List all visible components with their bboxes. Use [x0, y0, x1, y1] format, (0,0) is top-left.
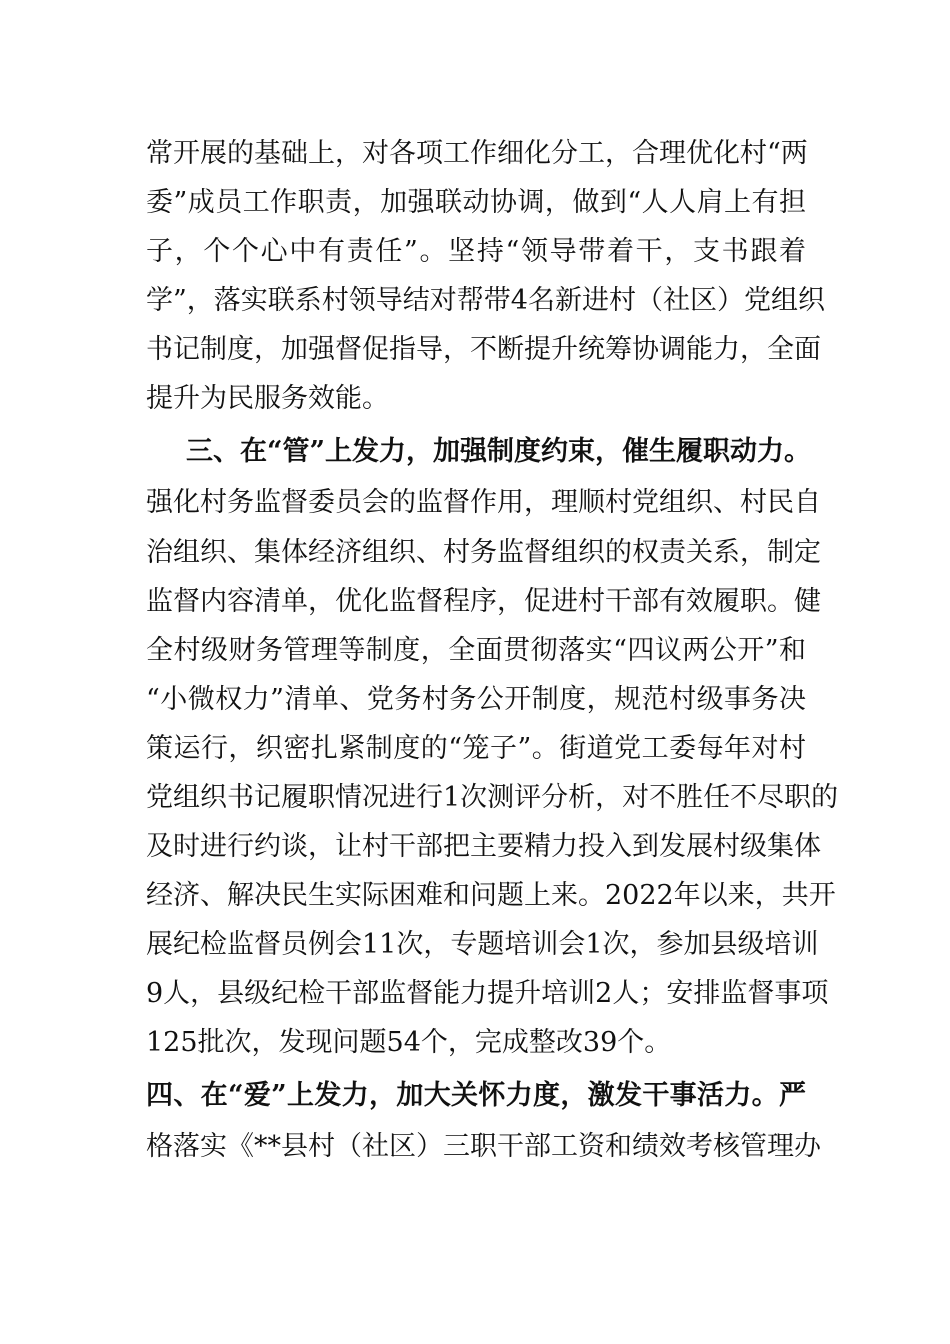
body-text-line: 子，个个心中有责任”。坚持“领导带着干，支书跟着 — [146, 236, 806, 267]
body-text-line: 全村级财务管理等制度，全面贯彻落实“四议两公开”和 — [146, 635, 806, 666]
body-text-line: 及时进行约谈，让村干部把主要精力投入到发展村级集体 — [146, 831, 821, 862]
body-text-line: 强化村务监督委员会的监督作用，理顺村党组织、村民自 — [146, 487, 821, 518]
body-text-line: “小微权力”清单、党务村务公开制度，规范村级事务决 — [146, 684, 806, 715]
body-text-line: 策运行，织密扎紧制度的“笼子”。街道党工委每年对村 — [146, 733, 806, 764]
body-text-line: 治组织、集体经济组织、村务监督组织的权责关系，制定 — [146, 537, 821, 568]
body-text-line: 格落实《**县村（社区）三职干部工资和绩效考核管理办 — [146, 1131, 821, 1162]
body-text-line: 9人，县级纪检干部监督能力提升培训2人；安排监督事项 — [146, 978, 829, 1009]
body-text-line: 监督内容清单，优化监督程序，促进村干部有效履职。健 — [146, 586, 821, 617]
body-text-line: 展纪检监督员例会11次，专题培训会1次，参加县级培训 — [146, 929, 819, 960]
body-text-line: 党组织书记履职情况进行1次测评分析，对不胜任不尽职的 — [146, 782, 839, 813]
body-text-line: 125批次，发现问题54个，完成整改39个。 — [146, 1027, 672, 1058]
body-text-line: 书记制度，加强督促指导，不断提升统筹协调能力，全面 — [146, 334, 821, 365]
body-text-line: 经济、解决民生实际困难和问题上来。2022年以来，共开 — [146, 880, 836, 911]
body-text-line: 常开展的基础上，对各项工作细化分工，合理优化村“两 — [146, 138, 808, 169]
body-text-line: 学”，落实联系村领导结对帮带4名新进村（社区）党组织 — [146, 285, 825, 316]
section-heading-4: 四、在“爱”上发力，加大关怀力度，激发干事活力。严 — [146, 1080, 806, 1111]
section-heading-3: 三、在“管”上发力，加强制度约束，催生履职动力。 — [186, 436, 812, 467]
body-text-line: 提升为民服务效能。 — [146, 383, 389, 414]
body-text-line: 委”成员工作职责，加强联动协调，做到“人人肩上有担 — [146, 187, 806, 218]
